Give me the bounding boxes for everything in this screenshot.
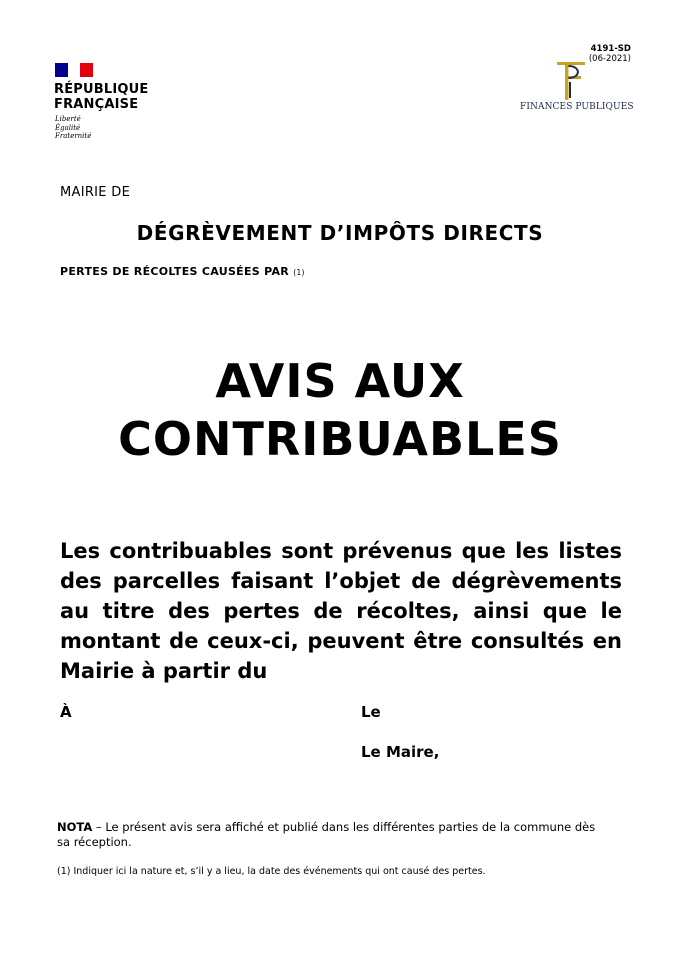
- republic-line-2: FRANÇAISE: [54, 97, 139, 112]
- avis-line-2: CONTRIBUABLES: [118, 412, 562, 466]
- form-number: 4191-SD: [590, 44, 631, 54]
- avis-line-1: AVIS AUX: [215, 354, 465, 408]
- french-flag-logo: [55, 63, 93, 77]
- notice-body: Les contribuables sont prévenus que les listes des parcelles faisant l’objet de dégrèvements au titre des pertes de récoltes, ainsi que le montant de ceux-ci, peuvent être consultés en Mairie à partir du: [60, 539, 622, 683]
- motto-liberte: Liberté: [55, 115, 81, 123]
- form-date: (06-2021): [588, 54, 631, 64]
- nota-text: – Le présent avis sera affiché et publié dans les différentes parties de la commune dès sa réception.: [57, 820, 596, 849]
- place-label: À: [60, 703, 72, 721]
- republic-line-1: RÉPUBLIQUE: [54, 82, 149, 97]
- document-title: DÉGRÈVEMENT D’IMPÔTS DIRECTS: [136, 221, 544, 245]
- pertes-label: [60, 265, 305, 278]
- finances-publiques-text: FINANCES PUBLIQUES: [520, 102, 634, 112]
- motto-fraternite: Fraternité: [55, 132, 92, 140]
- pertes-footnote-ref: (1): [293, 268, 305, 277]
- footnote: (1) Indiquer ici la nature et, s’il y a lieu, la date des événements qui ont causé des pertes.: [57, 866, 486, 877]
- pertes-text: PERTES DE RÉCOLTES CAUSÉES PAR: [60, 265, 290, 278]
- nota-paragraph: [57, 820, 602, 850]
- form-reference: [589, 44, 631, 64]
- motto-egalite: Égalité: [55, 123, 81, 132]
- finances-publiques-logo: [555, 60, 587, 102]
- mayor-signature-label: Le Maire,: [361, 743, 440, 761]
- republique-francaise-label: [54, 82, 149, 112]
- nota-label: NOTA: [57, 820, 93, 834]
- date-label: Le: [361, 703, 381, 721]
- avis-heading: [0, 352, 680, 468]
- republic-motto: [55, 115, 91, 141]
- mairie-label: MAIRIE DE: [60, 185, 131, 200]
